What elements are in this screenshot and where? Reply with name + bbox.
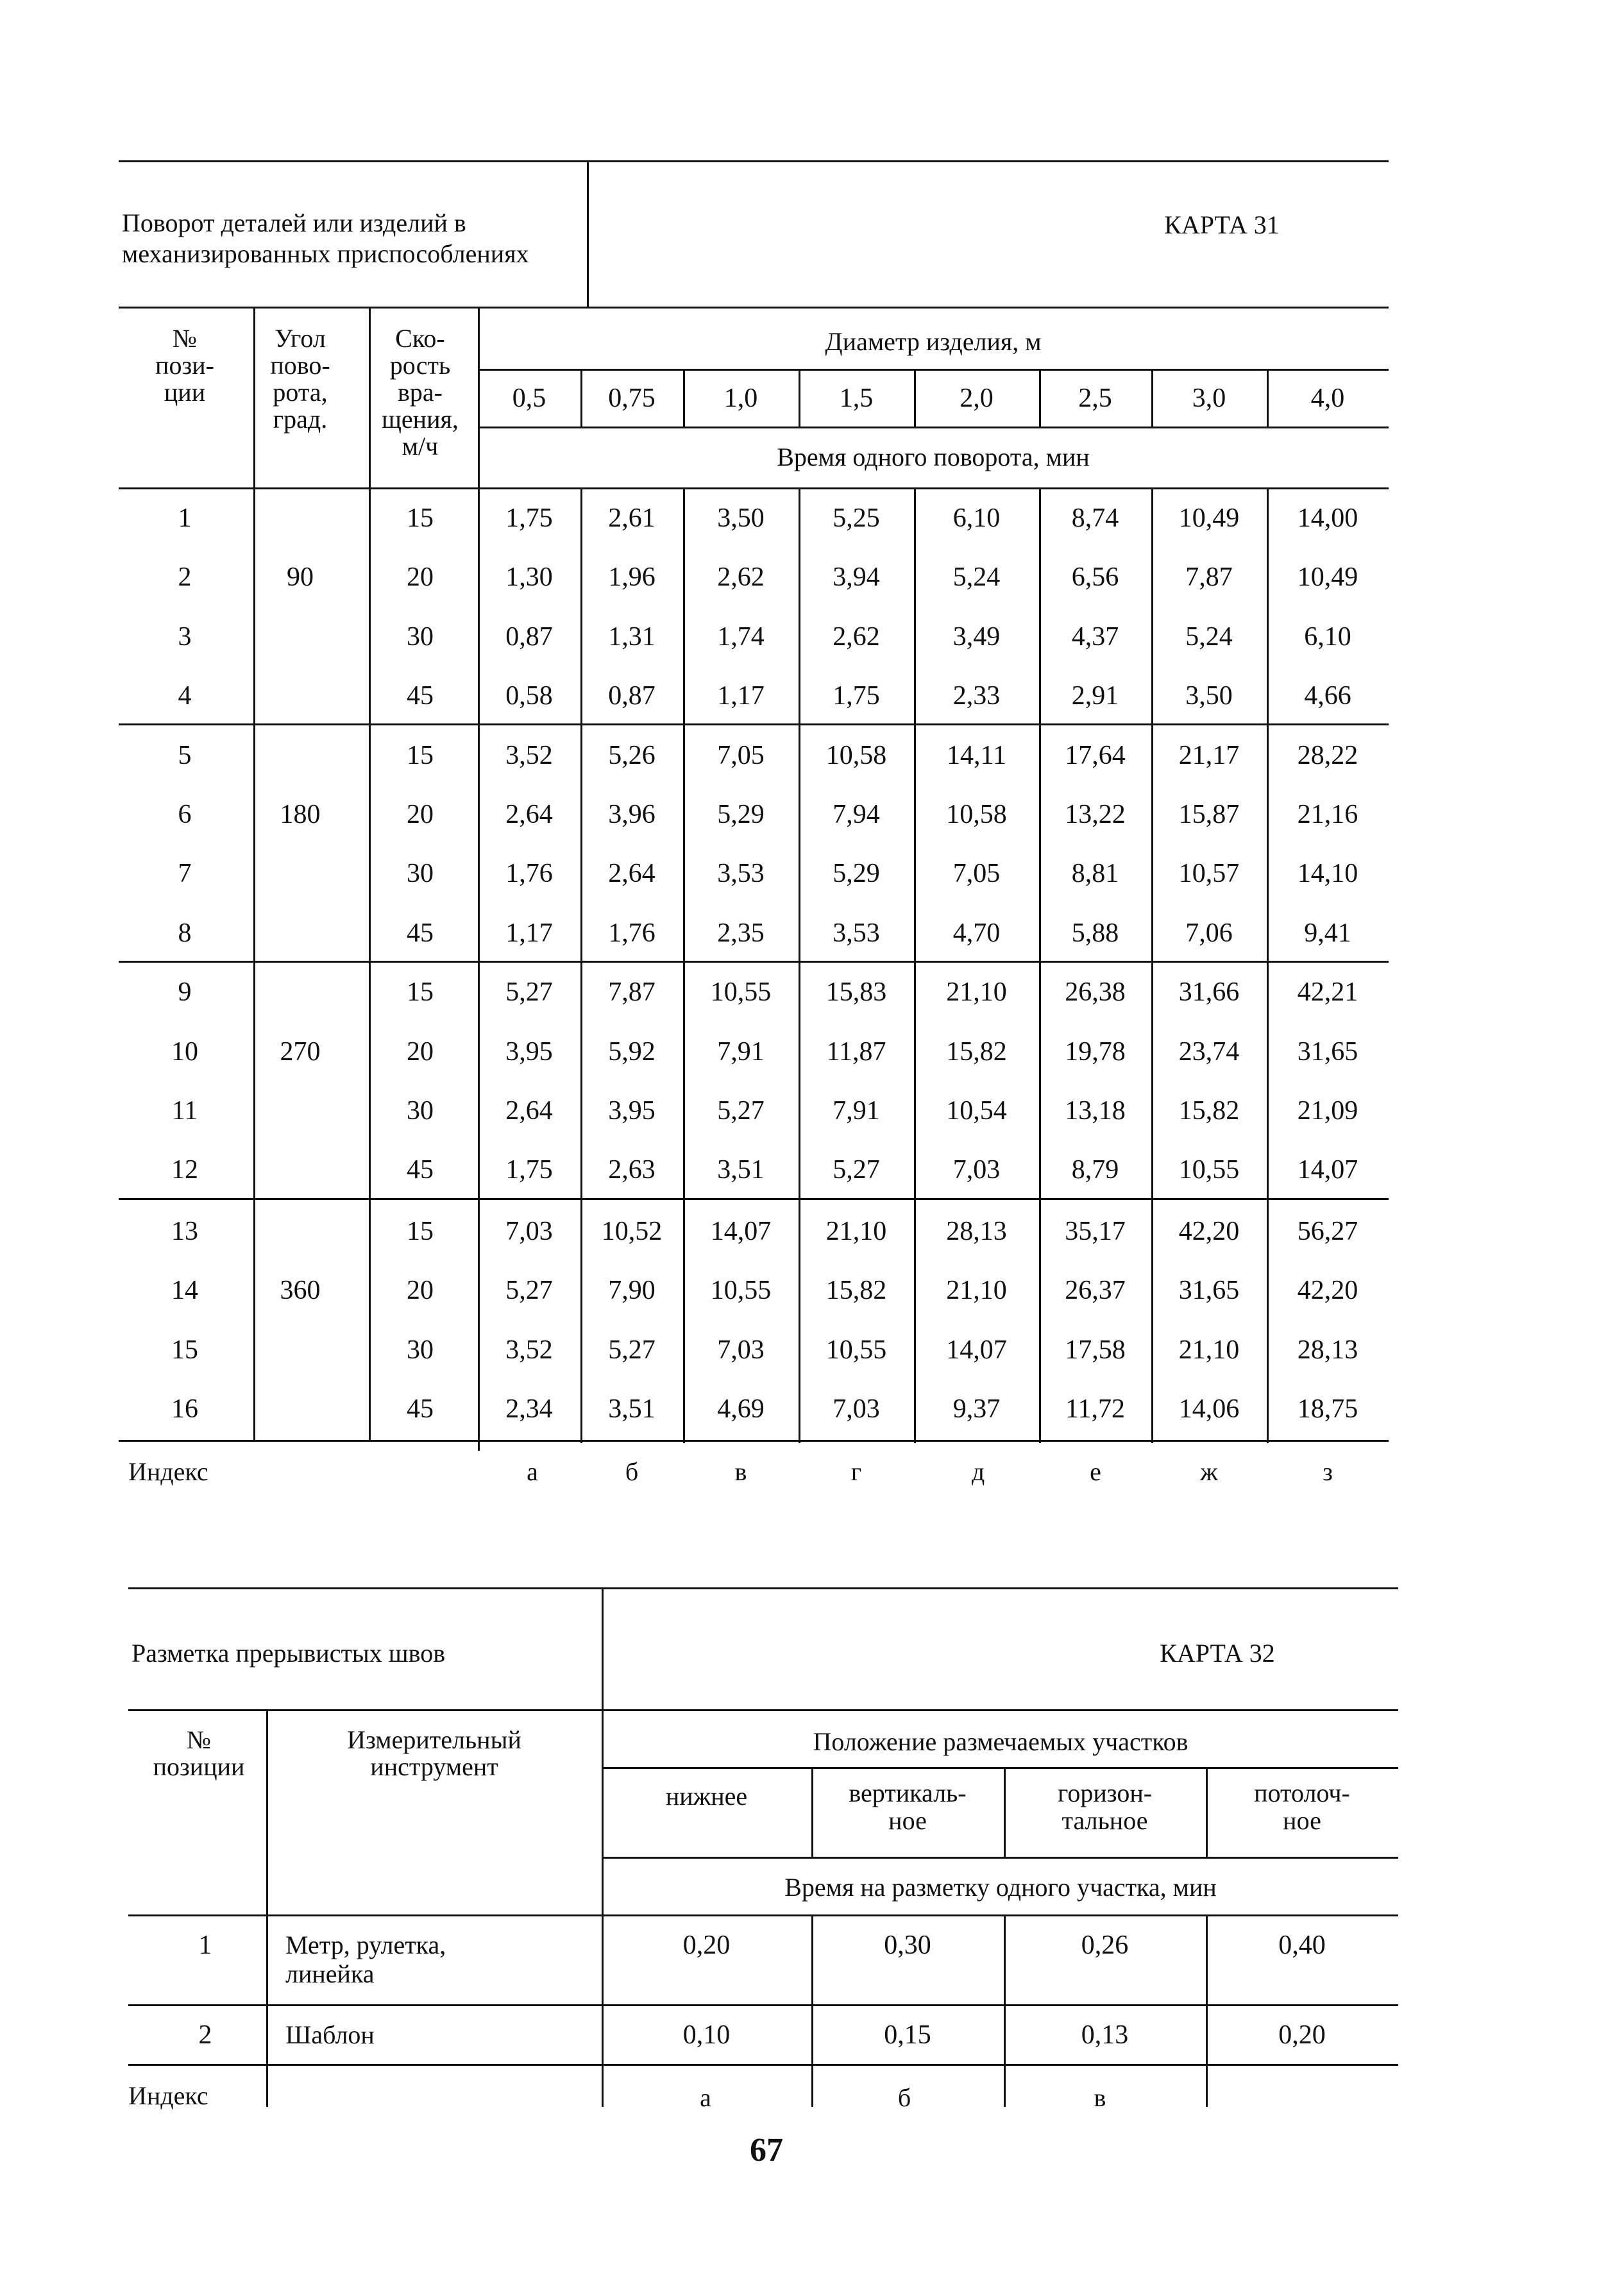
header-angle: рота,: [273, 378, 328, 407]
time-value: 14,10: [1297, 859, 1358, 889]
time-value: 1,75: [505, 1155, 553, 1185]
column-line: [253, 487, 255, 1440]
time-caption: Время одного поворота, мин: [777, 443, 1090, 471]
time-value: 5,92: [608, 1036, 656, 1067]
position-number: 5: [178, 740, 192, 770]
time-value: 3,51: [608, 1394, 656, 1424]
index-letter: б: [625, 1457, 639, 1486]
time-value: 5,27: [717, 1096, 765, 1126]
time-value: 10,55: [1178, 1155, 1240, 1185]
time-caption-rule: [478, 427, 1389, 428]
header-top-rule: [128, 1709, 1398, 1711]
time-value: 21,16: [1297, 800, 1358, 829]
column-line: [811, 1914, 813, 2107]
time-value: 8,81: [1071, 859, 1119, 889]
index-letter: в: [734, 1457, 747, 1486]
time-value: 19,78: [1065, 1036, 1126, 1067]
page-number: 67: [750, 2132, 783, 2168]
time-value: 7,03: [505, 1216, 553, 1246]
measuring-tool: линейка: [285, 1959, 375, 1988]
time-value: 14,00: [1297, 503, 1358, 533]
index-letter: з: [1323, 1457, 1333, 1486]
column-line: [580, 369, 582, 427]
header-speed: Ско-: [395, 324, 445, 353]
time-value: 5,27: [505, 977, 553, 1008]
diameter-value: 2,5: [1078, 384, 1112, 413]
time-value: 5,27: [608, 1335, 656, 1365]
table-top-rule: [128, 1587, 1398, 1589]
time-value: 5,29: [717, 800, 765, 829]
time-value: 3,51: [717, 1155, 765, 1185]
position-number: 16: [171, 1394, 198, 1424]
rotation-angle: 180: [280, 800, 321, 829]
rotation-speed: 15: [407, 740, 434, 770]
time-value: 2,62: [717, 562, 765, 593]
time-value: 0,87: [505, 621, 553, 652]
table-bottom-rule: [119, 1440, 1389, 1442]
time-value: 9,41: [1304, 918, 1351, 948]
position-number: 2: [198, 2020, 212, 2050]
time-value: 8,79: [1071, 1155, 1119, 1185]
time-value: 0,10: [682, 2020, 731, 2050]
position-heading: вертикаль-: [849, 1779, 967, 1807]
rotation-speed: 15: [407, 977, 434, 1008]
time-value: 1,31: [608, 621, 656, 652]
column-line: [580, 487, 582, 1443]
time-value: 28,13: [1297, 1335, 1358, 1365]
time-value: 7,87: [1185, 562, 1233, 593]
time-value: 26,37: [1065, 1276, 1126, 1306]
time-value: 2,62: [833, 621, 880, 652]
index-label: Индекс: [128, 2081, 208, 2110]
card-title: механизированных приспособлениях: [122, 239, 529, 268]
position-number: 1: [178, 503, 192, 533]
time-value: 0,15: [884, 2020, 931, 2050]
time-value: 14,11: [947, 740, 1006, 770]
header-angle: пово-: [270, 351, 330, 380]
time-value: 2,64: [505, 800, 553, 829]
time-value: 15,87: [1178, 800, 1240, 829]
time-value: 3,50: [717, 503, 765, 533]
time-value: 10,52: [601, 1216, 663, 1246]
rotation-speed: 20: [407, 800, 434, 829]
index-label: Индекс: [128, 1457, 208, 1486]
time-value: 5,27: [505, 1276, 553, 1306]
header-position: ции: [164, 378, 206, 407]
time-value: 21,10: [825, 1216, 887, 1246]
header-angle: град.: [273, 405, 328, 434]
rotation-speed: 20: [407, 562, 434, 593]
rotation-speed: 30: [407, 1096, 434, 1126]
time-value: 1,17: [717, 681, 765, 711]
group-separator: [119, 723, 1389, 725]
time-value: 4,66: [1304, 681, 1351, 711]
time-value: 21,10: [946, 977, 1007, 1008]
position-number: 1: [198, 1931, 212, 1960]
header-speed: щения,: [382, 405, 459, 434]
time-value: 8,74: [1071, 503, 1119, 533]
title-divider: [587, 160, 589, 307]
time-value: 14,07: [710, 1216, 772, 1246]
column-line: [1151, 369, 1153, 427]
time-value: 0,20: [682, 1931, 731, 1960]
time-value: 4,70: [952, 918, 1001, 948]
time-value: 3,49: [952, 621, 1001, 652]
time-value: 7,91: [717, 1036, 765, 1067]
card-label: КАРТА 31: [1164, 210, 1280, 239]
time-value: 1,96: [608, 562, 656, 593]
position-number: 11: [171, 1096, 198, 1126]
position-heading: ное: [888, 1806, 927, 1835]
time-value: 10,55: [825, 1335, 887, 1365]
time-value: 26,38: [1065, 977, 1126, 1008]
time-value: 7,06: [1185, 918, 1233, 948]
index-letter: г: [850, 1457, 862, 1486]
header-position: пози-: [155, 351, 214, 380]
time-value: 2,35: [717, 918, 765, 948]
time-value: 15,82: [1178, 1096, 1240, 1126]
position-heading: потолоч-: [1254, 1779, 1350, 1807]
time-value: 13,22: [1065, 800, 1126, 829]
rotation-speed: 45: [407, 1155, 434, 1185]
time-value: 3,50: [1185, 681, 1233, 711]
index-letter: е: [1090, 1457, 1101, 1486]
time-value: 18,75: [1297, 1394, 1358, 1424]
time-value: 0,58: [505, 681, 553, 711]
position-number: 4: [178, 681, 192, 711]
time-value: 2,61: [608, 503, 656, 533]
time-value: 42,20: [1297, 1276, 1358, 1306]
diameter-value: 0,5: [512, 384, 546, 413]
column-line: [683, 369, 685, 427]
rotation-speed: 20: [407, 1036, 434, 1067]
time-value: 3,96: [608, 800, 656, 829]
position-number: 14: [171, 1276, 198, 1306]
column-line: [914, 369, 916, 427]
time-value: 5,25: [833, 503, 880, 533]
header-position: №: [186, 1725, 212, 1754]
time-value: 7,91: [833, 1096, 880, 1126]
position-number: 7: [178, 859, 192, 889]
time-value: 4,37: [1071, 621, 1119, 652]
time-value: 15,82: [825, 1276, 887, 1306]
column-line: [1206, 1914, 1208, 2107]
position-number: 3: [178, 621, 192, 652]
time-value: 7,90: [608, 1276, 656, 1306]
rotation-speed: 15: [407, 503, 434, 533]
time-value: 1,17: [505, 918, 553, 948]
column-line: [369, 487, 371, 1440]
time-value: 5,24: [952, 562, 1001, 593]
rotation-speed: 45: [407, 681, 434, 711]
time-value: 21,10: [1178, 1335, 1240, 1365]
position-number: 8: [178, 918, 192, 948]
position-heading: тальное: [1062, 1806, 1148, 1835]
diameter-value: 0,75: [608, 384, 656, 413]
index-letter: в: [1094, 2083, 1106, 2112]
time-value: 10,55: [710, 977, 772, 1008]
position-caption-rule: [602, 1767, 1398, 1769]
time-value: 9,37: [952, 1394, 1001, 1424]
column-line: [1039, 487, 1041, 1443]
diameter-value: 1,0: [723, 384, 758, 413]
rotation-speed: 45: [407, 1394, 434, 1424]
column-line: [369, 307, 371, 487]
time-value: 31,65: [1178, 1276, 1240, 1306]
time-value: 21,09: [1297, 1096, 1358, 1126]
time-value: 35,17: [1065, 1216, 1126, 1246]
time-value: 10,57: [1178, 859, 1240, 889]
header-position: №: [172, 324, 198, 353]
index-letter: ж: [1200, 1457, 1218, 1486]
position-heading: нижнее: [665, 1782, 748, 1811]
measuring-tool: Метр, рулетка,: [285, 1931, 446, 1959]
time-value: 10,55: [710, 1276, 772, 1306]
time-value: 3,95: [505, 1036, 553, 1067]
diameter-value: 3,0: [1192, 384, 1226, 413]
column-line: [1267, 487, 1269, 1443]
time-value: 3,53: [717, 859, 765, 889]
time-value: 2,64: [608, 859, 656, 889]
time-value: 5,24: [1185, 621, 1233, 652]
table-bottom-rule: [128, 2064, 1398, 2066]
time-value: 14,06: [1178, 1394, 1240, 1424]
column-line: [799, 487, 800, 1443]
index-letter: б: [897, 2083, 911, 2112]
rotation-speed: 45: [407, 918, 434, 948]
time-value: 1,75: [833, 681, 880, 711]
time-value: 42,21: [1297, 977, 1358, 1008]
position-number: 6: [178, 800, 192, 829]
column-line: [683, 487, 685, 1443]
header-angle: Угол: [275, 324, 326, 353]
column-line: [1151, 487, 1153, 1443]
time-value: 2,64: [505, 1096, 553, 1126]
time-value: 1,76: [608, 918, 656, 948]
time-value: 10,54: [946, 1096, 1007, 1126]
card-title: Поворот деталей или изделий в: [122, 208, 466, 237]
time-value: 42,20: [1178, 1216, 1240, 1246]
measuring-tool: Шаблон: [285, 2020, 375, 2049]
time-value: 17,64: [1065, 740, 1126, 770]
position-number: 9: [178, 977, 192, 1008]
header-tool: Измерительный: [347, 1725, 521, 1754]
time-value: 1,30: [505, 562, 553, 593]
time-value: 2,91: [1071, 681, 1119, 711]
card-title: Разметка прерывистых швов: [131, 1639, 446, 1668]
card-label: КАРТА 32: [1160, 1639, 1275, 1668]
column-line: [1267, 369, 1269, 427]
time-value: 10,58: [946, 800, 1007, 829]
time-value: 6,10: [1304, 621, 1351, 652]
time-value: 21,10: [946, 1276, 1007, 1306]
time-value: 28,13: [946, 1216, 1007, 1246]
header-speed: вра-: [398, 378, 443, 407]
time-value: 10,58: [825, 740, 887, 770]
time-value: 6,10: [952, 503, 1001, 533]
diameter-value: 1,5: [839, 384, 874, 413]
time-value: 1,74: [717, 621, 765, 652]
time-value: 3,95: [608, 1096, 656, 1126]
time-value: 4,69: [717, 1394, 765, 1424]
time-value: 28,22: [1297, 740, 1358, 770]
time-value: 0,30: [884, 1931, 931, 1960]
time-value: 0,26: [1081, 1931, 1129, 1960]
time-value: 15,82: [946, 1036, 1007, 1067]
position-number: 15: [171, 1335, 198, 1365]
time-value: 3,94: [833, 562, 880, 593]
position-number: 12: [171, 1155, 198, 1185]
column-line: [799, 369, 800, 427]
column-line: [478, 307, 480, 1451]
diameter-value: 4,0: [1310, 384, 1345, 413]
time-value: 11,87: [826, 1036, 886, 1067]
time-value: 7,03: [717, 1335, 765, 1365]
rotation-speed: 30: [407, 859, 434, 889]
time-value: 17,58: [1065, 1335, 1126, 1365]
rotation-speed: 15: [407, 1216, 434, 1246]
group-separator: [119, 961, 1389, 963]
index-letter: а: [700, 2083, 711, 2112]
time-value: 0,20: [1278, 2020, 1326, 2050]
column-line: [253, 307, 255, 487]
position-heading: горизон-: [1057, 1779, 1153, 1807]
rotation-angle: 360: [280, 1276, 321, 1306]
time-value: 0,40: [1278, 1931, 1326, 1960]
time-value: 10,49: [1297, 562, 1358, 593]
header-position: позиции: [153, 1752, 245, 1781]
diameter-caption: Диаметр изделия, м: [825, 327, 1042, 356]
row-separator: [128, 2004, 1398, 2006]
index-letter: д: [971, 1457, 985, 1486]
time-value: 10,49: [1178, 503, 1240, 533]
time-value: 15,83: [825, 977, 887, 1008]
time-value: 14,07: [1297, 1155, 1358, 1185]
header-top-rule: [119, 307, 1389, 308]
time-value: 13,18: [1065, 1096, 1126, 1126]
header-bottom-rule: [128, 1914, 1398, 1916]
position-caption: Положение размечаемых участков: [813, 1727, 1188, 1756]
time-value: 3,52: [505, 740, 553, 770]
rotation-speed: 30: [407, 621, 434, 652]
time-value: 2,63: [608, 1155, 656, 1185]
rotation-speed: 20: [407, 1276, 434, 1306]
time-value: 14,07: [946, 1335, 1007, 1365]
time-caption: Время на разметку одного участка, мин: [784, 1873, 1217, 1902]
time-value: 6,56: [1071, 562, 1119, 593]
time-value: 1,75: [505, 503, 553, 533]
time-value: 5,29: [833, 859, 880, 889]
diameter-value: 2,0: [960, 384, 994, 413]
column-line: [266, 1709, 268, 2107]
header-speed: рость: [389, 351, 451, 380]
time-value: 0,87: [608, 681, 656, 711]
column-line: [602, 1709, 604, 2107]
title-divider: [602, 1587, 604, 1709]
rotation-speed: 30: [407, 1335, 434, 1365]
time-value: 23,74: [1178, 1036, 1240, 1067]
time-value: 3,52: [505, 1335, 553, 1365]
column-line: [1206, 1767, 1208, 1857]
header-bottom-rule: [119, 487, 1389, 489]
column-line: [1039, 369, 1041, 427]
position-number: 2: [178, 562, 192, 593]
time-value: 7,03: [833, 1394, 880, 1424]
time-value: 7,05: [952, 859, 1001, 889]
position-heading: ное: [1283, 1806, 1321, 1835]
position-number: 13: [171, 1216, 198, 1246]
time-value: 31,66: [1178, 977, 1240, 1008]
time-value: 21,17: [1178, 740, 1240, 770]
header-speed: м/ч: [402, 432, 439, 461]
group-separator: [119, 1198, 1389, 1200]
time-value: 5,27: [833, 1155, 880, 1185]
time-value: 0,13: [1081, 2020, 1129, 2050]
column-line: [811, 1767, 813, 1857]
index-letter: а: [527, 1457, 538, 1486]
diameter-caption-rule: [478, 369, 1389, 371]
header-tool: инструмент: [370, 1752, 498, 1781]
time-value: 7,05: [717, 740, 765, 770]
time-value: 1,76: [505, 859, 553, 889]
time-value: 7,87: [608, 977, 656, 1008]
column-line: [1004, 1767, 1006, 1857]
table-top-rule: [119, 160, 1389, 162]
time-value: 5,88: [1071, 918, 1119, 948]
column-line: [1004, 1914, 1006, 2107]
time-value: 56,27: [1297, 1216, 1358, 1246]
time-value: 7,03: [952, 1155, 1001, 1185]
time-value: 3,53: [833, 918, 880, 948]
position-number: 10: [171, 1036, 198, 1067]
time-value: 7,94: [833, 800, 880, 829]
time-value: 11,72: [1065, 1394, 1125, 1424]
time-caption-rule: [602, 1857, 1398, 1859]
time-value: 31,65: [1297, 1036, 1358, 1067]
rotation-angle: 90: [287, 562, 314, 593]
time-value: 2,33: [952, 681, 1001, 711]
time-value: 2,34: [505, 1394, 553, 1424]
rotation-angle: 270: [280, 1036, 321, 1067]
column-line: [914, 487, 916, 1443]
time-value: 5,26: [608, 740, 656, 770]
